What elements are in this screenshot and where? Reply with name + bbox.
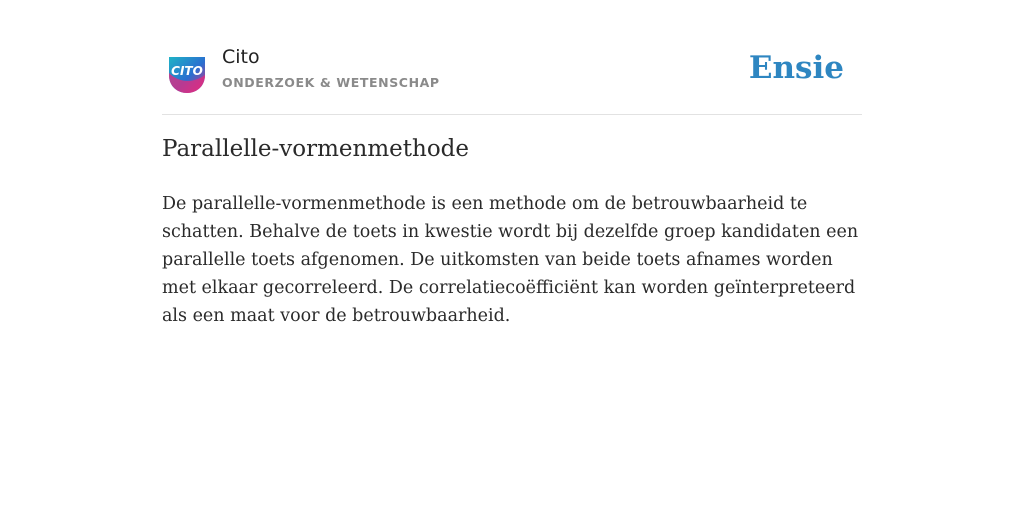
cito-logo-icon[interactable] xyxy=(165,51,209,95)
ensie-brand-logo[interactable]: Ensie xyxy=(748,50,844,86)
org-name[interactable]: Cito xyxy=(222,46,260,68)
entry-title: Parallelle-vormenmethode xyxy=(162,136,470,162)
org-subtitle: ONDERZOEK & WETENSCHAP xyxy=(222,75,440,90)
entry-definition: De parallelle-vormenmethode is een methode om de betrouwbaarheid te schatten. Behalve de toets in kwestie wordt bij dezelfde groep kandidaten een parallelle toets afgenomen. De uitkomsten van beide toets afnames worden met elkaar gecorreleerd. De correlatiecoëfficiënt kan worden geïnterpreteerd als een maat voor de betrouwbaarheid. xyxy=(162,194,859,326)
header xyxy=(162,44,862,115)
logo-text: CITO xyxy=(171,64,203,78)
